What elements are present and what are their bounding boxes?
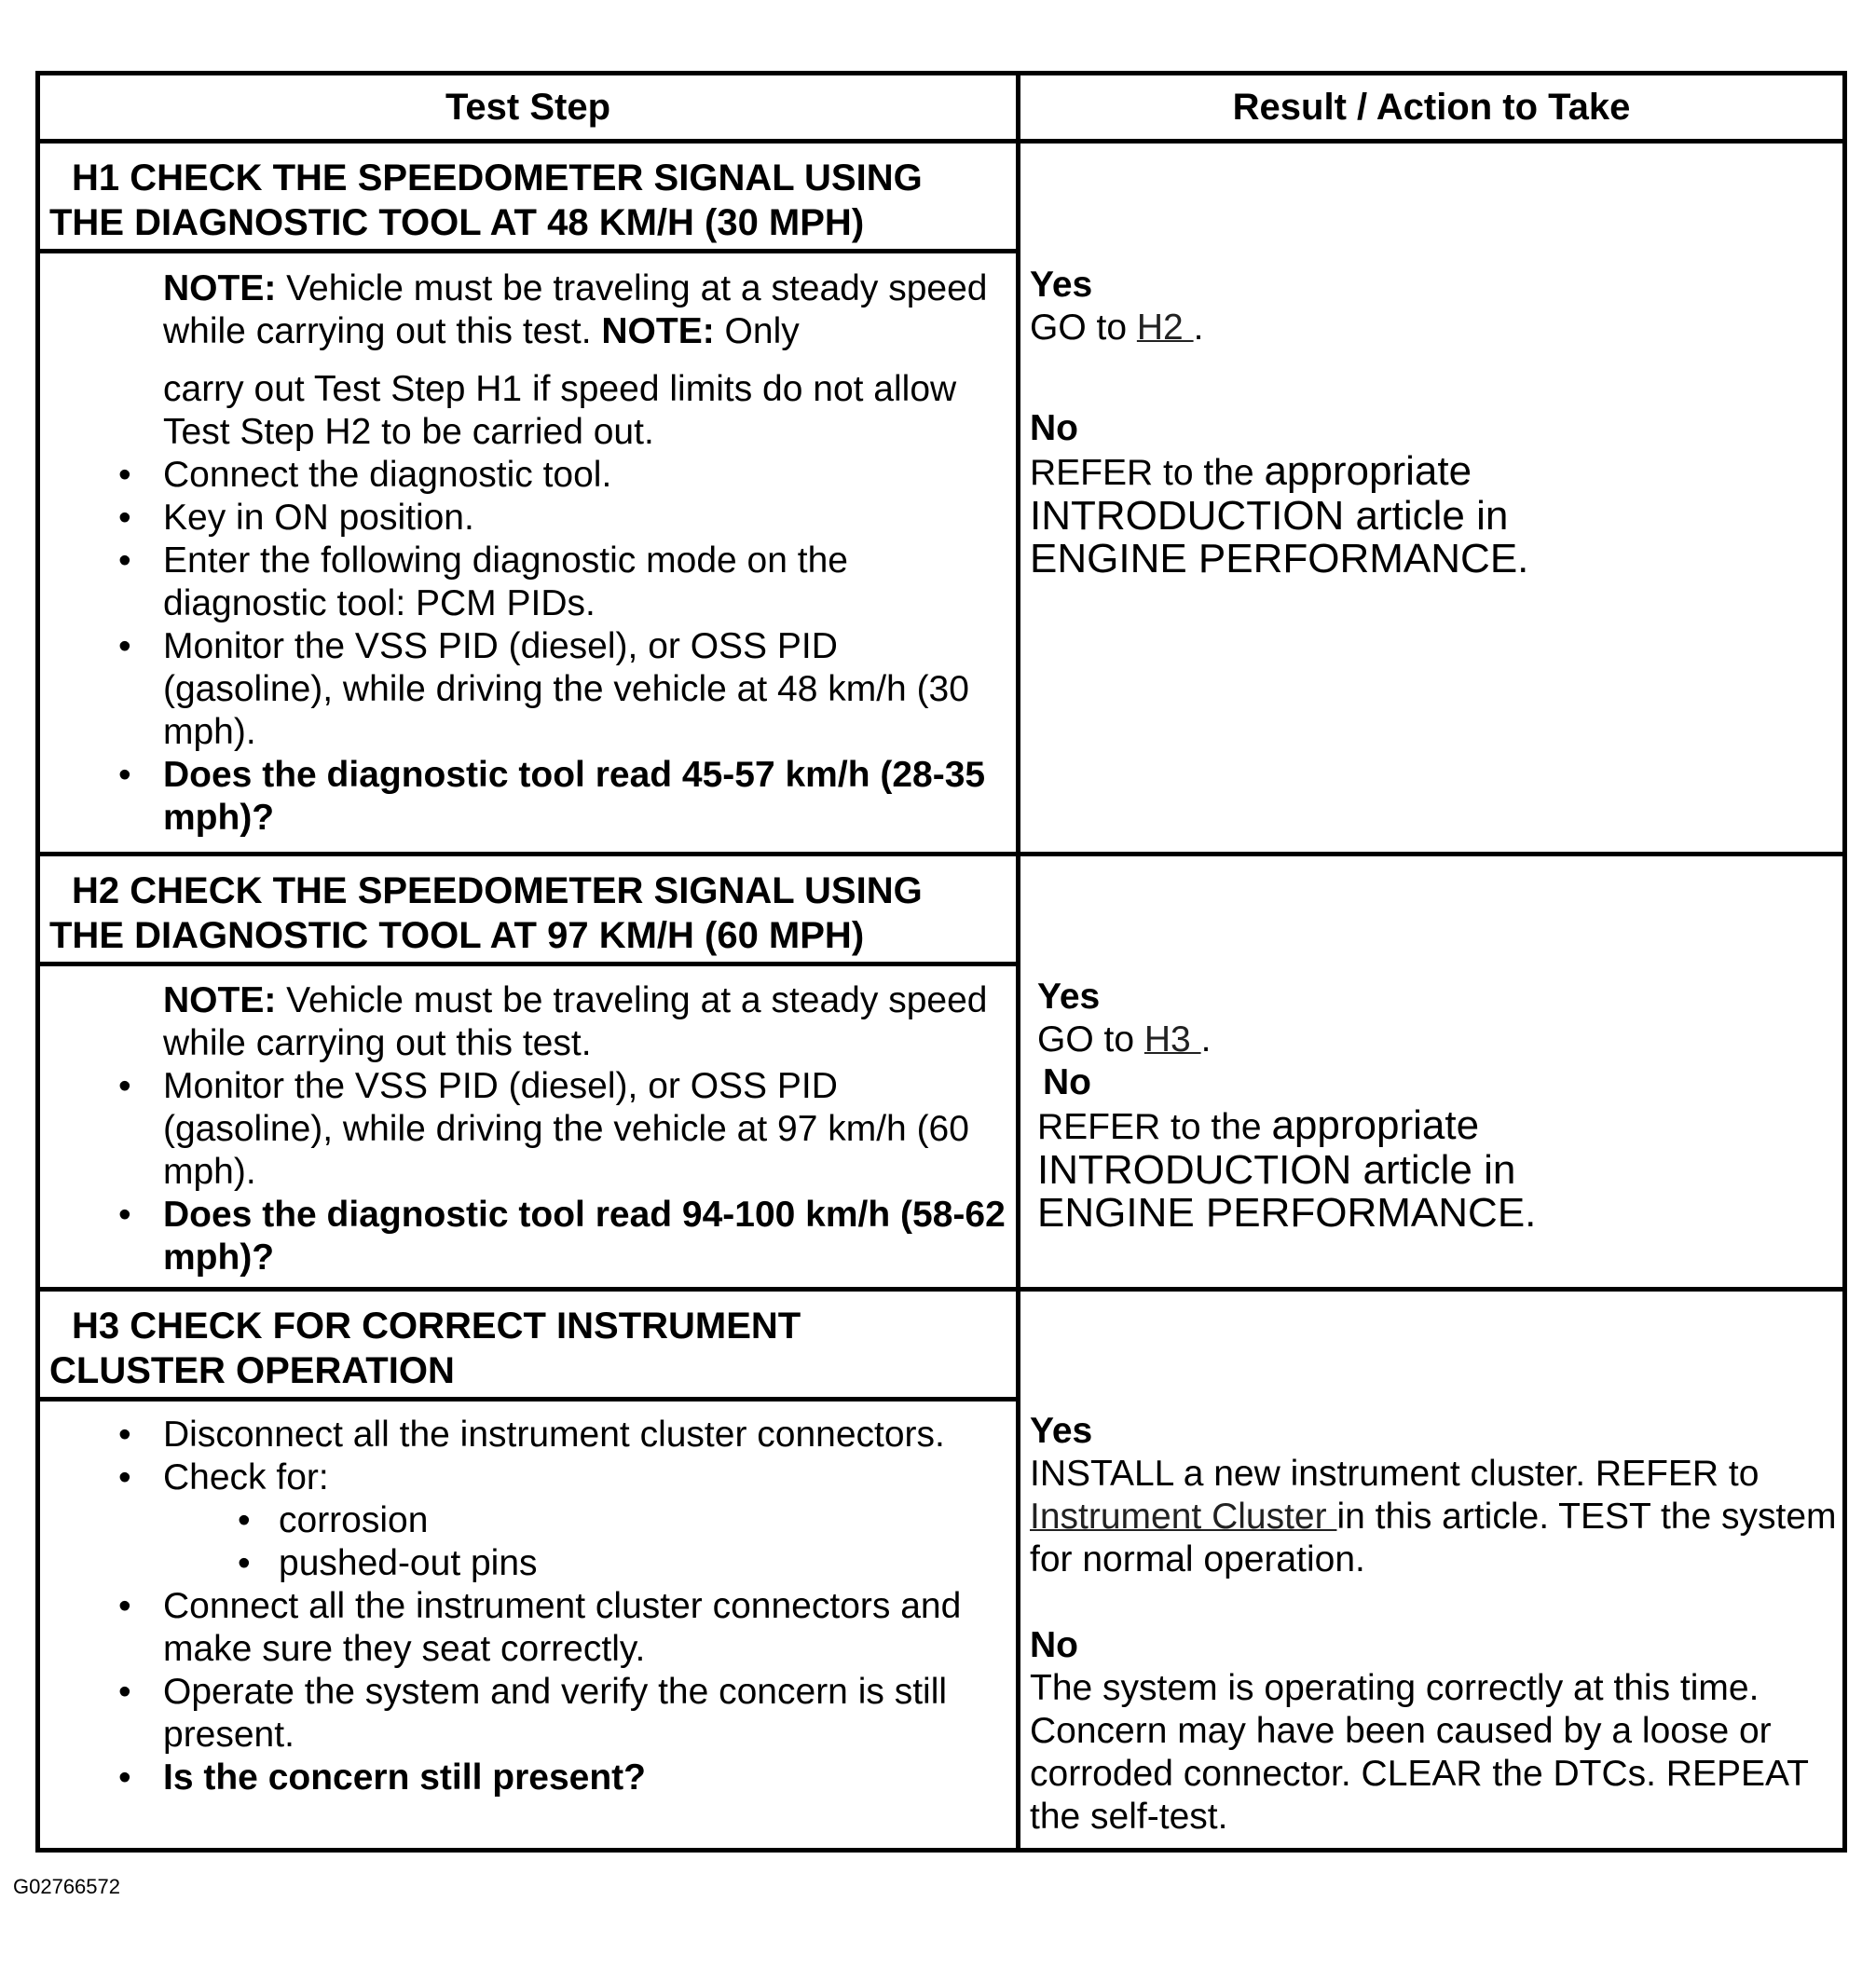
h1-title-line2: THE DIAGNOSTIC TOOL AT 48 KM/H (30 MPH) [49,202,865,243]
list-item: • Connect the diagnostic tool. [163,454,1013,497]
h2-title-divider [40,962,1016,966]
h1-steps [163,454,1013,840]
h1-note2-text: Only [714,311,800,351]
h1-test-body [163,267,1013,840]
header-result-action: Result / Action to Take [1232,87,1631,128]
h1-yes-label: Yes [1030,265,1093,305]
h1-note-text: Vehicle must be traveling at a steady speed while carrying out this test. [163,268,988,351]
header-divider [40,139,1842,144]
list-item: • Monitor the VSS PID (diesel), or OSS PID (gasoline), while driving the vehicle at 97 km/h (60 mph). [163,1065,1013,1194]
h1-yes-action: GO to H2 . [1030,308,1204,348]
h3-test-body [163,1414,1013,1799]
list-item-text: Check for: [163,1457,329,1497]
column-divider [1016,75,1020,1848]
h1-note2-label: NOTE: [601,311,715,351]
h3-question-text: Is the concern still present? [163,1757,646,1798]
instrument-cluster-link[interactable]: Instrument Cluster [1030,1497,1337,1537]
h2-test-body [163,979,1013,1279]
h1-note-label: NOTE: [163,268,277,308]
h2-result [1037,976,1839,1235]
h1-title-divider [40,249,1016,253]
h2-divider [40,1287,1842,1292]
h3-result [1030,1410,1837,1839]
list-item: • pushed-out pins [279,1542,1013,1585]
h3-no-action: The system is operating correctly at this time. Concern may have been caused by a loose or corroded connector. CLEAR the DTCs. REPEAT the self-test. [1030,1668,1809,1837]
list-item: • corrosion [279,1499,1013,1542]
h3-yes-label: Yes [1030,1411,1093,1451]
header-test-step: Test Step [445,87,611,128]
h1-note [163,267,1013,353]
list-item: • Connect all the instrument cluster connectors and make sure they seat correctly. [163,1585,1013,1671]
h3-title-divider [40,1397,1016,1402]
h2-question [163,1194,1013,1279]
h2-title-line1: H2 CHECK THE SPEEDOMETER SIGNAL USING [72,870,923,911]
h2-yes-action: GO to H3 . [1037,1019,1212,1060]
h1-note2-continued: carry out Test Step H1 if speed limits do not allow Test Step H2 to be carried out. [163,369,957,452]
h1-question-text: Does the diagnostic tool read 45-57 km/h (28-35 mph)? [163,755,986,838]
h3-question [163,1757,1013,1799]
h1-divider [40,852,1842,856]
h3-title-line2: CLUSTER OPERATION [49,1350,455,1391]
h1-no-label: No [1030,408,1078,448]
list-item: • Monitor the VSS PID (diesel), or OSS PID (gasoline), while driving the vehicle at 48 km/h (30 mph). [163,625,1013,754]
h2-title [49,868,1009,958]
list-item: • Enter the following diagnostic mode on the diagnostic tool: PCM PIDs. [163,540,1013,625]
h2-question-text: Does the diagnostic tool read 94-100 km/h (58-62 mph)? [163,1195,1006,1278]
h1-title-line1: H1 CHECK THE SPEEDOMETER SIGNAL USING [72,157,923,198]
list-item: • Disconnect all the instrument cluster connectors. [163,1414,1013,1456]
h3-no-label: No [1030,1625,1078,1665]
h3-title-line1: H3 CHECK FOR CORRECT INSTRUMENT [72,1306,801,1347]
diagnostic-table [35,71,1847,1853]
h3-substeps [163,1499,1013,1585]
h2-note-label: NOTE: [163,980,277,1020]
h2-steps [163,1065,1013,1279]
list-item: • Operate the system and verify the concern is still present. [163,1671,1013,1757]
h1-no-action: REFER to the appropriate INTRODUCTION article in ENGINE PERFORMANCE. [1030,448,1529,581]
h2-title-line2: THE DIAGNOSTIC TOOL AT 97 KM/H (60 MPH) [49,915,865,956]
h2-note-text: Vehicle must be traveling at a steady speed while carrying out this test. [163,980,988,1063]
list-item [163,1456,1013,1585]
h3-yes-action: INSTALL a new instrument cluster. REFER to Instrument Cluster in this article. TEST the system for normal operation. [1030,1454,1837,1579]
figure-id: G02766572 [13,1875,120,1898]
h1-result [1030,264,1831,581]
h3-steps [163,1414,1013,1799]
h2-link[interactable]: H2 [1136,308,1194,348]
h1-question [163,754,1013,840]
h3-title [49,1304,1009,1393]
h2-no-action: REFER to the appropriate INTRODUCTION article in ENGINE PERFORMANCE. [1037,1102,1537,1236]
h2-yes-label: Yes [1037,977,1101,1017]
h1-title [49,156,1009,245]
h2-no-label: No [1043,1062,1091,1102]
h3-link[interactable]: H3 [1143,1019,1201,1060]
list-item: • Key in ON position. [163,497,1013,540]
h2-note [163,979,1013,1065]
